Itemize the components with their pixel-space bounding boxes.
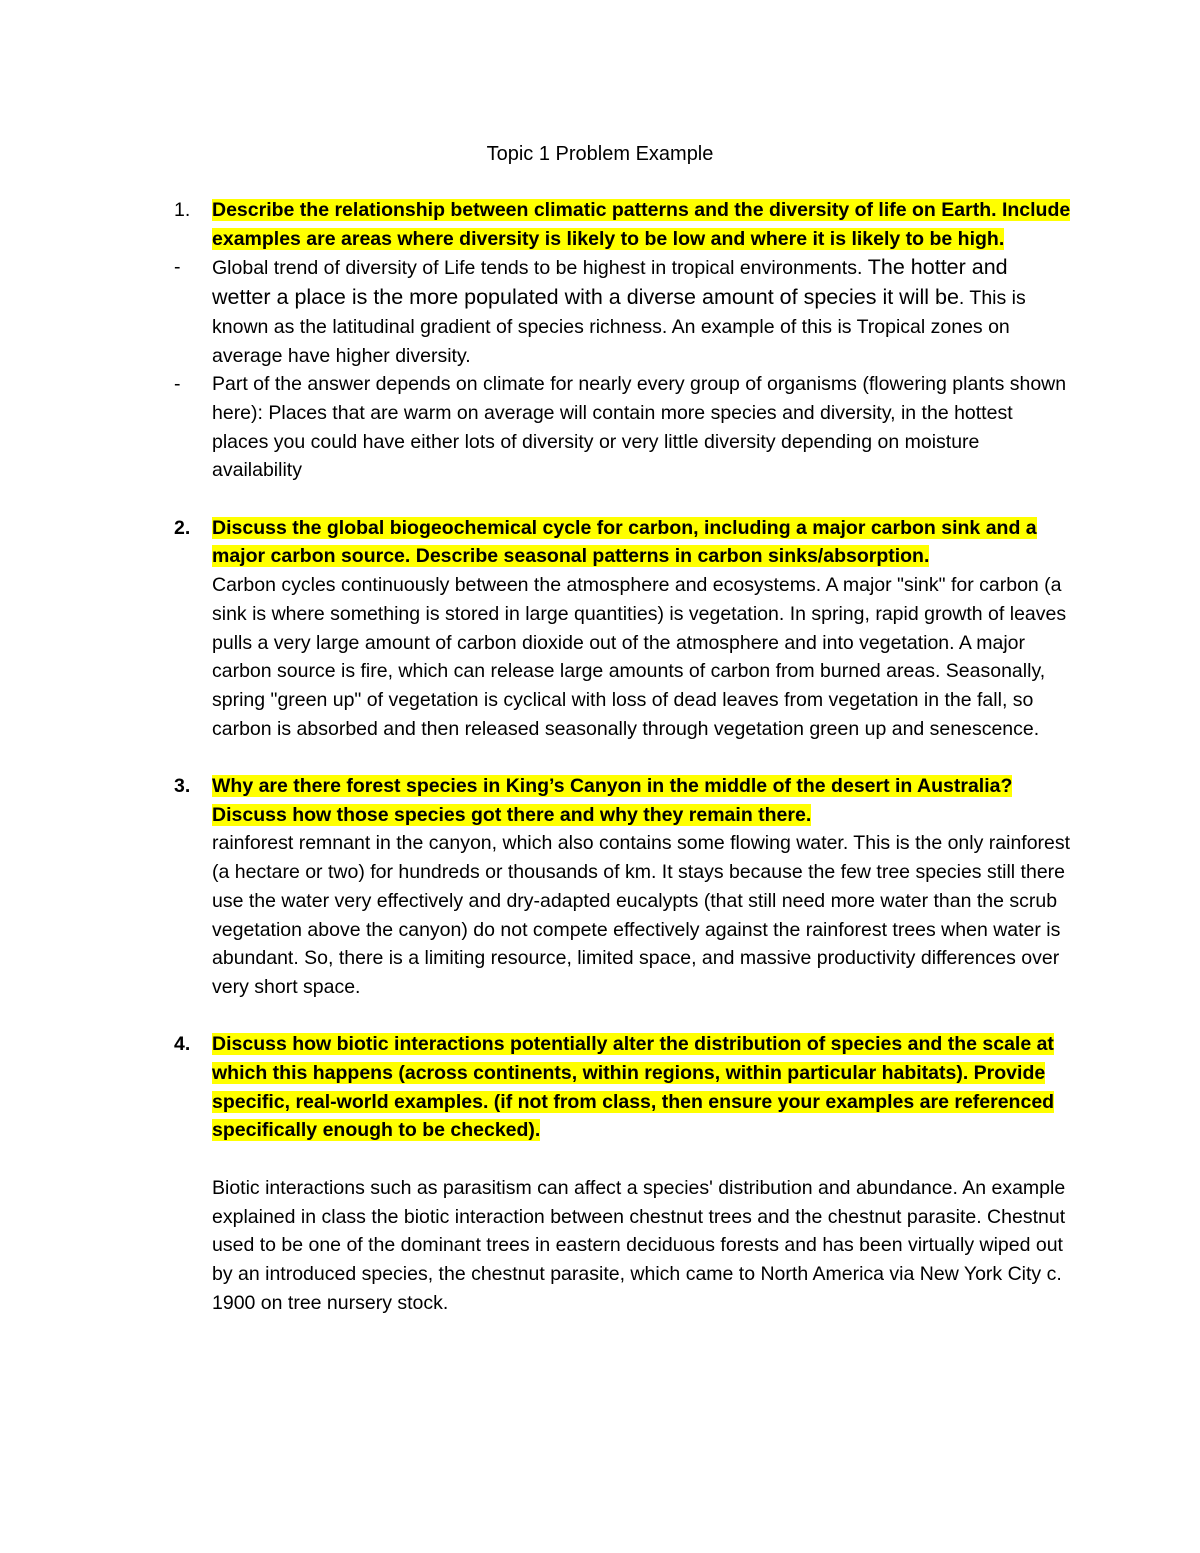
question-text: Discuss the global biogeochemical cycle for carbon, including a major carbon sink and a major carbon source. Describe seasonal patterns in carbon sinks/absorption. xyxy=(212,516,1037,568)
question-3 xyxy=(174,772,1072,829)
bullet-text: Global trend of diversity of Life tends to be highest in tropical environments. xyxy=(212,257,868,280)
question-1 xyxy=(174,196,1072,253)
question-2 xyxy=(174,514,1072,571)
answer-bullet xyxy=(174,370,1072,485)
bullet-text-large: The hotter and wetter a place is the more populated with a diverse amount of species it will be xyxy=(212,255,1008,310)
document-body xyxy=(174,196,1072,1317)
question-number: 4. xyxy=(174,1033,191,1056)
question-number: 2. xyxy=(174,516,191,539)
bullet-dash: - xyxy=(174,373,181,396)
bullet-text: Part of the answer depends on climate for nearly every group of organisms (flowering plants shown here): Places that are warm on average will contain more species and diversity, in the hottest places you could have either lots of diversity or very little diversity depending on moisture availability xyxy=(212,373,1067,482)
question-number: 1. xyxy=(174,199,191,221)
answer-text: Biotic interactions such as parasitism can affect a species' distribution and abundance. An example explained in class the biotic interaction between chestnut trees and the chestnut parasite. Chestnut used to be one of the dominant trees in eastern deciduous forests and has been virtually wiped out by an introduced species, the chestnut parasite, which came to North America via New York City c. 1900 on tree nursery stock. xyxy=(212,1176,1066,1314)
question-number: 3. xyxy=(174,775,191,798)
bullet-dash: - xyxy=(174,256,181,279)
answer-text: rainforest remnant in the canyon, which also contains some flowing water. This is the only rainforest (a hectare or two) for hundreds or thousands of km. It stays because the few tree species still there use the water very effectively and dry-adapted eucalypts (that still need more water than the scrub vegetation above the canyon) do not compete effectively against the rainforest trees when water is abundant. So, there is a limiting resource, limited space, and massive productivity differences over very short space. xyxy=(212,832,1071,998)
bullet-text: . This is known as the latitudinal gradient of species richness. An example of this is Tropical zones on average have higher diversity. xyxy=(212,287,1026,367)
question-text: Describe the relationship between climatic patterns and the diversity of life on Earth. Include examples are areas where diversity is likely to be low and where it is likely to be high. xyxy=(212,199,1071,250)
page-title: Topic 1 Problem Example xyxy=(486,143,714,165)
question-text: Why are there forest species in King’s Canyon in the middle of the desert in Australia? Discuss how those species got there and why they remain there. xyxy=(212,775,1013,826)
answer-text: Carbon cycles continuously between the atmosphere and ecosystems. A major "sink" for carbon (a sink is where something is stored in large quantities) is vegetation. In spring, rapid growth of leaves pulls a very large amount of carbon dioxide out of the atmosphere and into vegetation. A major carbon source is fire, which can release large amounts of carbon from burned areas. Seasonally, spring "green up" of vegetation is cyclical with loss of dead leaves from vegetation in the fall, so carbon is absorbed and then released seasonally through vegetation green up and senescence. xyxy=(212,574,1067,740)
answer-bullet xyxy=(174,253,1072,370)
question-text: Discuss how biotic interactions potentially alter the distribution of species and the scale at which this happens (across continents, within regions, within particular habitats). Provide specific, real-world examples. (if not from class, then ensure your examples are referenced specifically enough to be checked). xyxy=(212,1033,1055,1142)
question-4 xyxy=(174,1030,1072,1145)
